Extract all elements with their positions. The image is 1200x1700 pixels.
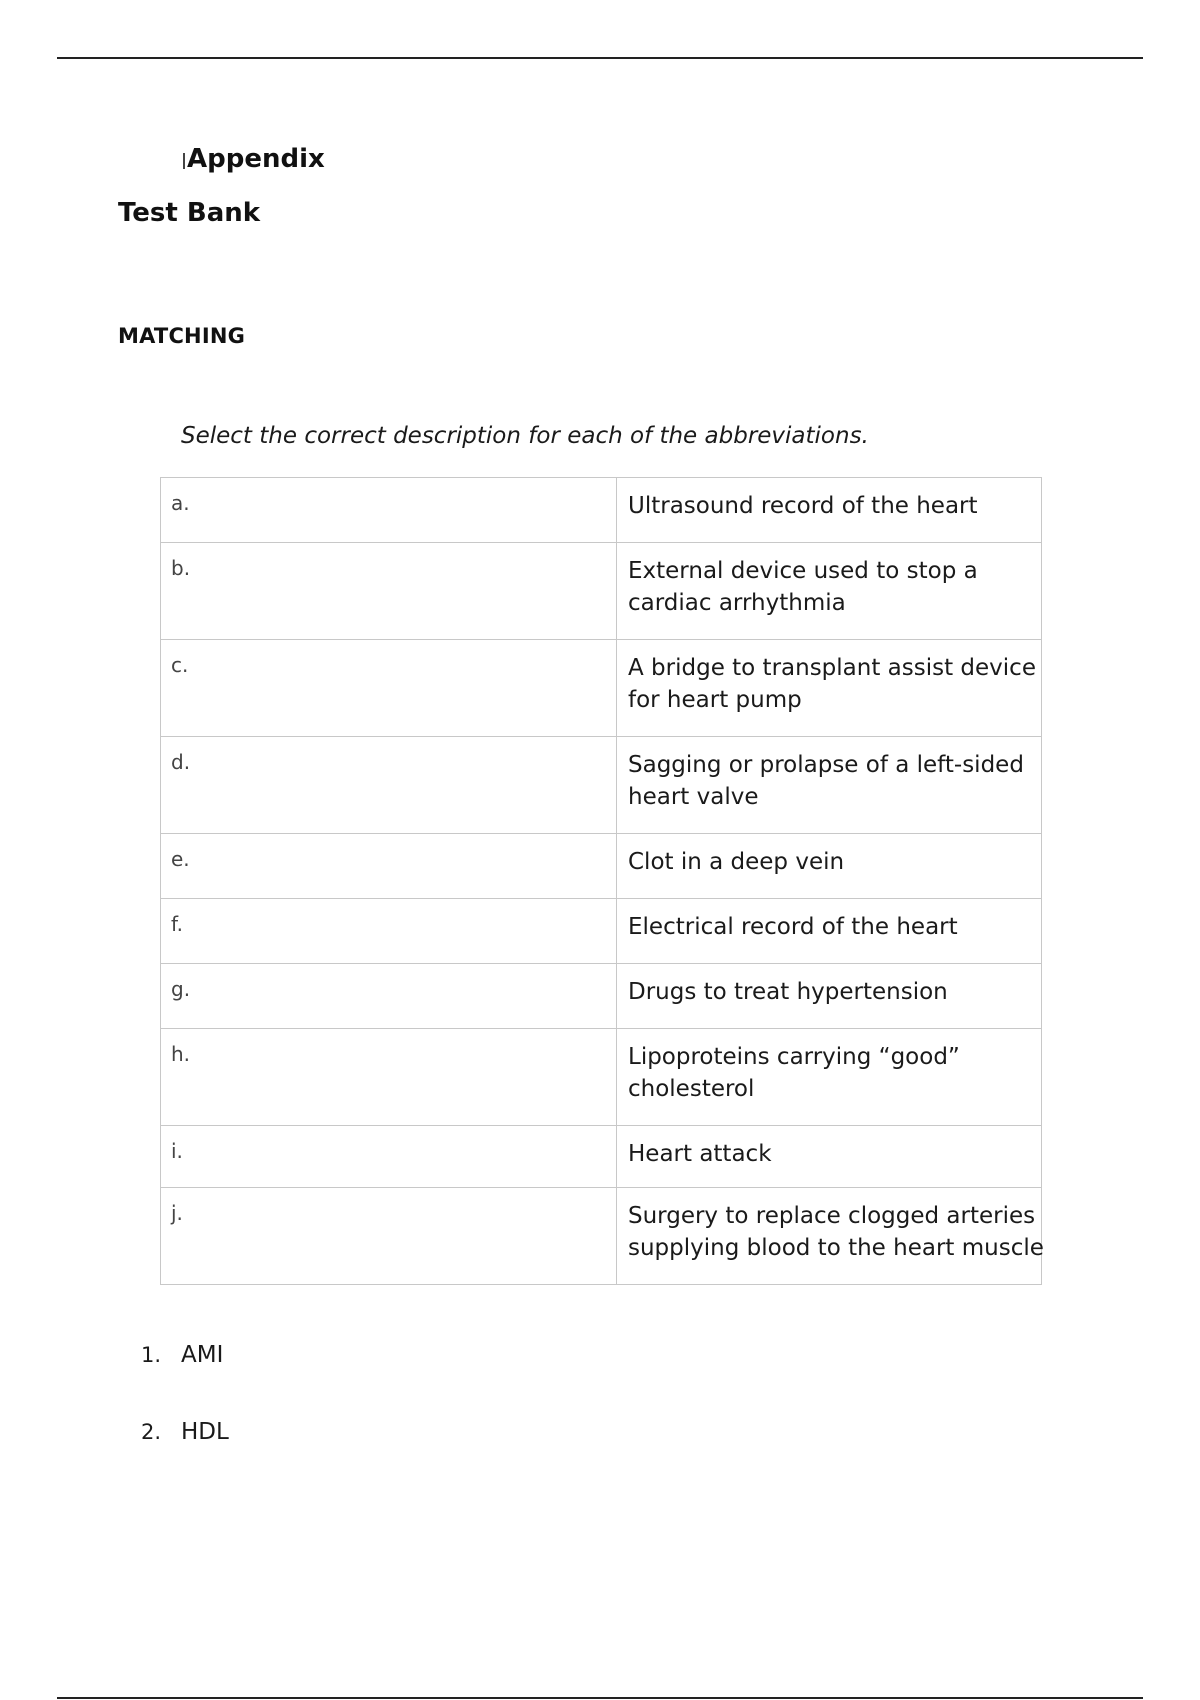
row-description xyxy=(617,1029,1042,1126)
row-letter: d. xyxy=(161,737,617,834)
table-row xyxy=(161,640,1042,737)
description-line: Lipoproteins carrying “good” xyxy=(628,1044,960,1070)
description-line: External device used to stop a xyxy=(628,558,978,584)
question-term: AMI xyxy=(181,1342,224,1368)
row-description xyxy=(617,543,1042,640)
row-letter: c. xyxy=(161,640,617,737)
table-row xyxy=(161,834,1042,899)
matching-table-body xyxy=(161,478,1042,1285)
question-item xyxy=(141,1342,223,1368)
row-description xyxy=(617,964,1042,1029)
row-letter: j. xyxy=(161,1188,617,1285)
bottom-rule xyxy=(57,1697,1143,1699)
table-row xyxy=(161,1126,1042,1188)
description-line: Ultrasound record of the heart xyxy=(628,493,978,519)
table-row xyxy=(161,1029,1042,1126)
test-bank-title: Test Bank xyxy=(118,198,261,228)
row-letter: h. xyxy=(161,1029,617,1126)
table-row xyxy=(161,478,1042,543)
row-letter: i. xyxy=(161,1126,617,1188)
description-line: supplying blood to the heart muscle xyxy=(628,1235,1044,1261)
row-letter: e. xyxy=(161,834,617,899)
description-line: cardiac arrhythmia xyxy=(628,590,846,616)
row-letter: a. xyxy=(161,478,617,543)
description-line: heart valve xyxy=(628,784,759,810)
question-term: HDL xyxy=(181,1419,229,1445)
description-line: A bridge to transplant assist device xyxy=(628,655,1036,681)
row-description xyxy=(617,640,1042,737)
table-row xyxy=(161,543,1042,640)
matching-table xyxy=(160,477,1042,1285)
description-line: Surgery to replace clogged arteries xyxy=(628,1203,1036,1229)
question-number: 2. xyxy=(141,1420,162,1444)
description-line: cholesterol xyxy=(628,1076,755,1102)
description-line: Sagging or prolapse of a left-sided xyxy=(628,752,1024,778)
instruction-text: Select the correct description for each of the abbreviations. xyxy=(181,423,869,449)
table-row xyxy=(161,899,1042,964)
description-line: Electrical record of the heart xyxy=(628,914,958,940)
text-cursor-mark xyxy=(183,153,185,169)
description-line: Clot in a deep vein xyxy=(628,849,845,875)
description-line: Drugs to treat hypertension xyxy=(628,979,948,1005)
description-line: Heart attack xyxy=(628,1141,772,1167)
row-description xyxy=(617,834,1042,899)
section-heading-matching: MATCHING xyxy=(118,324,246,348)
table-row xyxy=(161,964,1042,1029)
appendix-heading xyxy=(183,144,325,174)
table-row xyxy=(161,737,1042,834)
top-rule xyxy=(57,57,1143,59)
table-row xyxy=(161,1188,1042,1285)
question-item xyxy=(141,1419,229,1445)
row-description xyxy=(617,478,1042,543)
row-description xyxy=(617,1126,1042,1188)
row-description xyxy=(617,737,1042,834)
row-description xyxy=(617,899,1042,964)
row-letter: g. xyxy=(161,964,617,1029)
row-description xyxy=(617,1188,1042,1285)
appendix-title: Appendix xyxy=(187,144,325,174)
question-number: 1. xyxy=(141,1343,162,1367)
row-letter: f. xyxy=(161,899,617,964)
description-line: for heart pump xyxy=(628,687,802,713)
row-letter: b. xyxy=(161,543,617,640)
